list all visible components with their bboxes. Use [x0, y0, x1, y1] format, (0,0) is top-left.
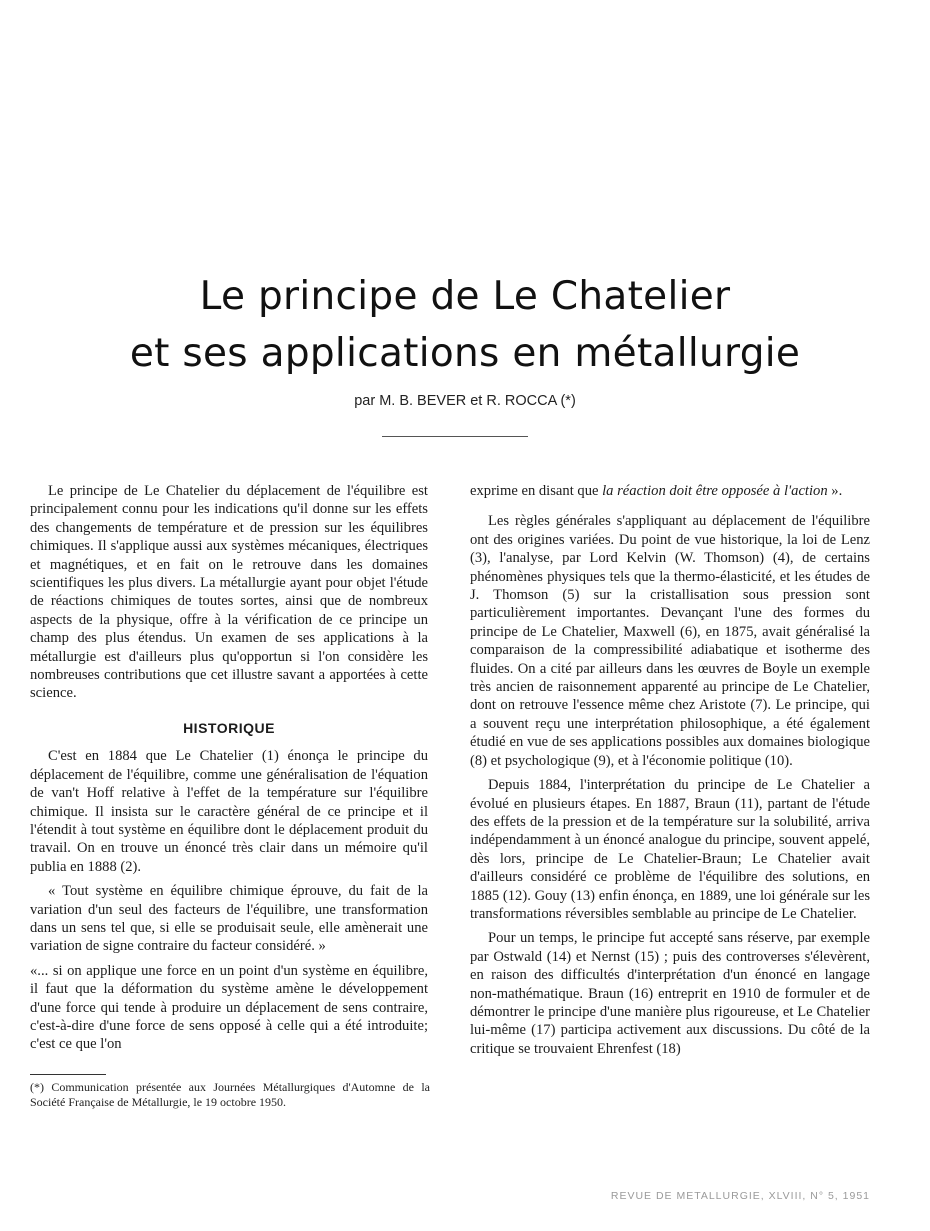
section-heading: HISTORIQUE	[183, 719, 275, 736]
article-title	[0, 268, 930, 382]
footnote-divider	[30, 1074, 106, 1075]
continuation-end: ».	[827, 483, 843, 499]
left-column	[30, 482, 428, 1060]
byline: par M. B. BEVER et R. ROCCA (*)	[354, 393, 576, 409]
quote-paragraph-1: « Tout système en équilibre chimique éprouve, du fait de la variation d'un seul des facteurs de l'équilibre, une transformation dans un sens tel que, si elle se produisait seule, elle amènerait une variation de signe contraire du facteur considéré. »	[30, 883, 428, 955]
footnote: (*) Communication présentée aux Journées Métallurgiques d'Automne de la Société Française de Métallurgie, le 19 octobre 1950.	[30, 1080, 430, 1109]
right-column	[470, 482, 870, 1064]
quote-paragraph-2: «... si on applique une force en un point d'un système en équilibre, il faut que la déformation du système amène le développement d'une force qui tende à produire un déplacement de sens contraire, c'est-à-dire d'une force de sens opposé à celle qui a été introduite; c'est ce que l'on	[30, 962, 428, 1053]
evolution-paragraph: Depuis 1884, l'interprétation du principe de Le Chatelier a évolué en plusieurs étapes. En 1887, Braun (11), partant de l'étude des effets de la pression et de la température sur la solubilité, arriva indépendamment à un énoncé analogue du principe, souvent appelé, dès lors, principe de Le Chatelier-Braun; Le Chatelier avait d'ailleurs considéré ce problème de l'équilibre des solutions, en 1885 (12). Gouy (13) enfin énonça, en 1889, une loi générale sur les transformations réversibles semblable au principe de Le Chatelier.	[470, 777, 870, 922]
title-line-2: et ses applications en métallurgie	[129, 331, 801, 376]
continuation-italic: la réaction doit être opposée à l'action	[602, 483, 828, 499]
controversy-paragraph: Pour un temps, le principe fut accepté sans réserve, par exemple par Ostwald (14) et Nernst (15) ; puis des controverses s'élevèrent, en raison des difficultés d'interprétation d'un énoncé en langage non-mathématique. Braun (16) entreprit en 1910 de formuler et de démontrer le principe d'une manière plus rigoureuse, et Le Chatelier lui-même (17) participa activement aux discussions. Du côté de la critique se trouvaient Ehrenfest (18)	[470, 930, 870, 1057]
title-line-1: Le principe de Le Chatelier	[199, 274, 731, 319]
origins-paragraph: Les règles générales s'appliquant au déplacement de l'équilibre ont des origines variées. Du point de vue historique, la loi de Lenz (3), l'analyse, par Lord Kelvin (W. Thomson) (4), de certains phénomènes physiques tels que la thermo-élasticité, et les études de J. Thomson (5) sur la cristallisation sous pression sont particulièrement importantes. Devançant l'une des formes du principe de Le Chatelier, Maxwell (6), en 1875, avait généralisé la comparaison de la compressibilité adiabatique et isotherme des fluides. On a cité par ailleurs dans les œuvres de Boyle un exemple très ancien de raisonnement apparenté au principe de Le Chatelier, dont on retrouve l'essence même chez Aristote (7). Le principe, qui a souvent reçu une interprétation philosophique, a été également étudié en vue de ses applications possibles aux domaines biologique (8) et psychologique (9), et à l'économie politique (10).	[470, 513, 870, 769]
title-divider	[382, 436, 528, 437]
running-footer: REVUE DE METALLURGIE, XLVIII, N° 5, 1951	[610, 1190, 870, 1202]
intro-paragraph: Le principe de Le Chatelier du déplacement de l'équilibre est principalement connu pour les indications qu'il donne sur les effets des changements de température et de pression sur les équilibres chimiques. Il s'applique aussi aux systèmes mécaniques, électriques et magnétiques, et en fait on le retrouve dans les domaines scientifiques les plus divers. La métallurgie ayant pour objet l'étude de réactions chimiques de toutes sortes, ainsi que de nombreux aspects de la physique, offre à la vérification de ce principe un champ des plus étendus. Un examen de ses applications à la métallurgie est d'ailleurs plus qu'opportun si l'on considère les nombreuses contributions que cet illustre savant a apportées à cette science.	[30, 483, 428, 702]
historique-paragraph: C'est en 1884 que Le Chatelier (1) énonça le principe du déplacement de l'équilibre, comme une généralisation de l'équation de van't Hoff relative à l'effet de la température sur l'équilibre chimique. Il insista sur le caractère général de ce principe et il l'étendit à tout système en équilibre dont le déplacement produit du travail. On en trouve un énoncé très clair dans un mémoire qu'il publia en 1888 (2).	[30, 748, 428, 875]
continuation-paragraph	[470, 482, 870, 500]
continuation-text: exprime en disant que	[470, 483, 603, 499]
